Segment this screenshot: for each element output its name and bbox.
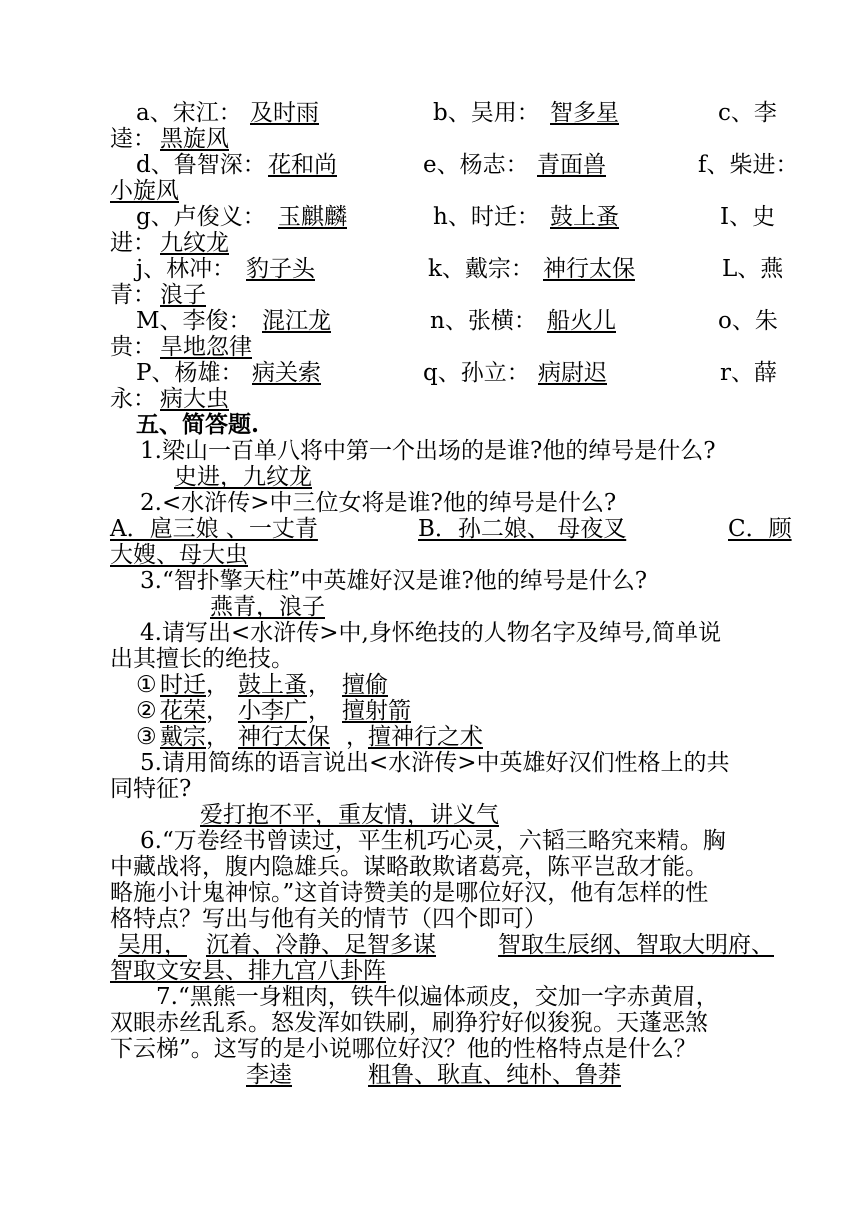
answer-d: 花和尚 — [268, 152, 337, 178]
q4-answer-row-2: ② 花荣 ， 小李广 ， 擅射箭 — [136, 698, 411, 724]
nickname-row-5b — [110, 334, 800, 360]
label-c-cont: 逵： — [110, 126, 156, 152]
q4-name-3: 戴宗 — [160, 724, 206, 750]
label-o: o、朱 — [718, 308, 778, 334]
label-j: j、林冲： — [136, 256, 236, 282]
nickname-row-1b — [110, 126, 800, 152]
q6-row-1 — [110, 828, 800, 854]
q6-answer-traits: 沉着、冷静、足智多谋 — [206, 932, 436, 958]
q6-text-2: 中藏战将，腹内隐雄兵。谋略敢欺诸葛亮，陈平岂敌才能。 — [110, 854, 708, 880]
answer-j: 豹子头 — [246, 256, 315, 282]
label-o-cont: 贵： — [110, 334, 156, 360]
q3-text: 3.“智扑擎天柱”中英雄好汉是谁?他的绰号是什么? — [140, 568, 648, 594]
label-q: q、孙立： — [423, 360, 530, 386]
answer-p: 病关索 — [252, 360, 321, 386]
label-m: M、李俊： — [136, 308, 252, 334]
q7-row-2 — [110, 1010, 800, 1036]
answer-k: 神行太保 — [543, 256, 635, 282]
q1-row — [110, 438, 800, 464]
q3-answer-row — [110, 594, 800, 620]
nickname-row-4 — [110, 256, 800, 282]
q1-answer: 史进，九纹龙 — [174, 464, 312, 490]
q4-skill-1: 擅偷 — [342, 672, 388, 698]
q2-row — [110, 490, 800, 516]
q3-row — [110, 568, 800, 594]
q7-answer-row — [110, 1062, 800, 1088]
q6-text-4: 格特点？写出与他有关的情节（四个即可） — [110, 906, 547, 932]
nickname-row-4b — [110, 282, 800, 308]
q6-row-3 — [110, 880, 800, 906]
q4-name-2: 花荣 — [160, 698, 206, 724]
q7-answer-name: 李逵 — [246, 1062, 292, 1088]
answer-n: 船火儿 — [547, 308, 616, 334]
q2-answer-c: C．顾 — [728, 516, 792, 542]
label-r-cont: 永： — [110, 386, 156, 412]
answer-h: 鼓上蚤 — [550, 204, 619, 230]
label-d: d、鲁智深： — [136, 152, 266, 178]
section-title-row — [110, 412, 800, 438]
label-l-cont: 青： — [110, 282, 156, 308]
q4-skill-3: 擅神行之术 — [368, 724, 483, 750]
label-a: a、宋江： — [136, 100, 242, 126]
label-h: h、时迁： — [433, 204, 540, 230]
q2-answer-row — [110, 516, 800, 542]
q3-answer: 燕青，浪子 — [210, 594, 325, 620]
q2-answer-c-cont: 大嫂、母大虫 — [110, 542, 248, 568]
q2-answer-row-b — [110, 542, 800, 568]
label-i: I、史 — [720, 204, 776, 230]
nickname-row-2b — [110, 178, 800, 204]
q2-answer-b: B．孙二娘、 母夜叉 — [418, 516, 627, 542]
label-l: L、燕 — [722, 256, 784, 282]
q5-answer: 爱打抱不平，重友情，讲义气 — [200, 802, 499, 828]
answer-f: 小旋风 — [110, 178, 179, 204]
q1-answer-row — [110, 464, 800, 490]
q6-row-2 — [110, 854, 800, 880]
nickname-row-5 — [110, 308, 800, 334]
answer-m: 混江龙 — [262, 308, 331, 334]
nickname-row-1 — [110, 100, 800, 126]
q4-nick-3: 神行太保 — [238, 724, 330, 750]
label-f: f、柴进： — [698, 152, 799, 178]
q5-row-2 — [110, 776, 800, 802]
q5-text-2: 同特征? — [110, 776, 192, 802]
q4-num-1: ① — [136, 672, 157, 698]
answer-i: 九纹龙 — [160, 230, 229, 256]
q7-row-3 — [110, 1036, 800, 1062]
q7-text-3: 下云梯”。这写的是小说哪位好汉？他的性格特点是什么？ — [110, 1036, 697, 1062]
q4-row-1 — [110, 620, 800, 646]
q4-nick-1: 鼓上蚤 — [238, 672, 307, 698]
q5-row-1 — [110, 750, 800, 776]
label-p: P、杨雄： — [136, 360, 244, 386]
label-k: k、戴宗： — [428, 256, 534, 282]
nickname-row-6b — [110, 386, 800, 412]
answer-r: 病大虫 — [160, 386, 229, 412]
label-n: n、张横： — [430, 308, 537, 334]
section-title: 五、简答题. — [136, 411, 260, 438]
q4-text-2: 出其擅长的绝技。 — [110, 646, 294, 672]
q4-nick-2: 小李广 — [238, 698, 307, 724]
q7-text-1: 7.“黑熊一身粗肉，铁牛似遍体顽皮，交加一字赤黄眉， — [156, 984, 719, 1010]
q6-answer-name: 吴用， — [118, 932, 187, 958]
q5-answer-row — [110, 802, 800, 828]
label-e: e、杨志： — [423, 152, 529, 178]
answer-g: 玉麒麟 — [278, 204, 347, 230]
q4-name-1: 时迁 — [160, 672, 206, 698]
q6-answer-plots-2: 智取文安县、排九宫八卦阵 — [110, 958, 386, 984]
q4-num-2: ② — [136, 698, 157, 724]
nickname-row-3b — [110, 230, 800, 256]
q6-row-4 — [110, 906, 800, 932]
answer-a: 及时雨 — [250, 100, 319, 126]
answer-q: 病尉迟 — [538, 360, 607, 386]
label-c: c、李 — [718, 100, 777, 126]
q4-row-2 — [110, 646, 800, 672]
label-i-cont: 进： — [110, 230, 156, 256]
nickname-row-2 — [110, 152, 800, 178]
answer-c: 黑旋风 — [160, 126, 229, 152]
answer-b: 智多星 — [550, 100, 619, 126]
q4-text-1: 4.请写出<水浒传>中,身怀绝技的人物名字及绰号,简单说 — [140, 620, 722, 646]
q4-answer-row-3: ③ 戴宗 ， 神行太保 ， 擅神行之术 — [136, 724, 483, 750]
q6-answer-plots-1: 智取生辰纲、智取大明府、 — [498, 932, 774, 958]
q7-answer-traits: 粗鲁、耿直、纯朴、鲁莽 — [368, 1062, 621, 1088]
answer-e: 青面兽 — [537, 152, 606, 178]
q6-text-1: 6.“万卷经书曾读过，平生机巧心灵，六韬三略究来精。胸 — [140, 828, 726, 854]
q4-num-3: ③ — [136, 724, 157, 750]
answer-l: 浪子 — [160, 282, 206, 308]
q1-text: 1.梁山一百单八将中第一个出场的是谁?他的绰号是什么? — [140, 438, 716, 464]
q6-text-3: 略施小计鬼神惊。”这首诗赞美的是哪位好汉，他有怎样的性 — [110, 880, 709, 906]
q4-answer-row-1: ① 时迁 ， 鼓上蚤 ， 擅偷 — [136, 672, 388, 698]
q6-answer-row-2 — [110, 958, 800, 984]
nickname-row-3 — [110, 204, 800, 230]
document-page — [110, 100, 800, 1088]
q5-text-1: 5.请用简练的语言说出<水浒传>中英雄好汉们性格上的共 — [140, 750, 730, 776]
q2-answer-a: A．扈三娘 、一丈青 — [110, 516, 318, 542]
answer-o: 旱地忽律 — [160, 334, 252, 360]
q7-text-2: 双眼赤丝乱系。怒发浑如铁刷，刷狰狞好似狻猊。天蓬恶煞 — [110, 1010, 708, 1036]
q2-text: 2.<水浒传>中三位女将是谁?他的绰号是什么? — [140, 490, 617, 516]
nickname-row-6 — [110, 360, 800, 386]
q7-row-1 — [110, 984, 800, 1010]
q6-answer-row-1 — [110, 932, 800, 958]
q4-skill-2: 擅射箭 — [342, 698, 411, 724]
label-r: r、薛 — [720, 360, 777, 386]
label-b: b、吴用： — [433, 100, 540, 126]
label-g: g、卢俊义： — [136, 204, 266, 230]
